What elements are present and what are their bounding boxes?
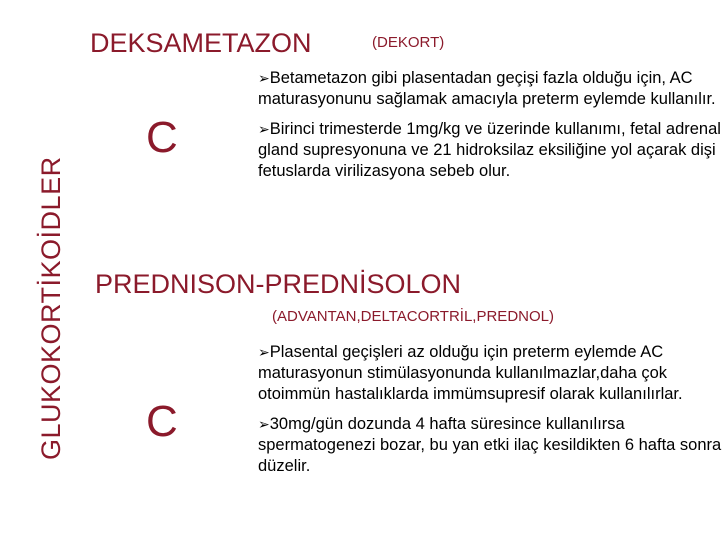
arrow-bullet-icon: ➢ bbox=[258, 416, 270, 432]
bullet-text: Betametazon gibi plasentadan geçişi fazla olduğu için, AC maturasyonunu sağlamak amacıyla preterm eylemde kullanılır. bbox=[258, 69, 716, 108]
arrow-bullet-icon: ➢ bbox=[258, 344, 270, 360]
side-title: GLUKOKORTİKOİDLER bbox=[36, 156, 66, 460]
bullet-item bbox=[258, 414, 726, 477]
arrow-bullet-icon: ➢ bbox=[258, 121, 270, 137]
bullet-item bbox=[258, 342, 726, 405]
bullet-text: 30mg/gün dozunda 4 hafta süresince kullanılırsa spermatogenezi bozar, bu yan etki ilaç kesildikten 6 hafta sonra düzelir. bbox=[258, 415, 722, 475]
bullet-text: Birinci trimesterde 1mg/kg ve üzerinde kullanımı, fetal adrenal gland supresyonuna ve 21 hidroksilaz eksiliğine yol açarak dişi fetuslarda virilizasyona sebeb olur. bbox=[258, 120, 721, 180]
bullet-list-prednison bbox=[258, 342, 726, 486]
bullet-item bbox=[258, 119, 726, 182]
bullet-text: Plasental geçişleri az olduğu için preterm eylemde AC maturasyonun stimülasyonunda kullanılmazlar,daha çok otoimmün hastalıklarda immümsupresif olarak kullanılırlar. bbox=[258, 343, 683, 403]
bullet-list-deksametazon bbox=[258, 68, 726, 191]
bullet-item bbox=[258, 68, 726, 110]
drug-brand-deksametazon: (DEKORT) bbox=[372, 34, 445, 51]
drug-title-deksametazon: DEKSAMETAZON bbox=[90, 28, 312, 58]
pregnancy-category-deksametazon: C bbox=[146, 113, 178, 162]
pregnancy-category-prednison: C bbox=[146, 397, 178, 446]
drug-brand-prednison: (ADVANTAN,DELTACORTRİL,PREDNOL) bbox=[272, 308, 554, 325]
arrow-bullet-icon: ➢ bbox=[258, 70, 270, 86]
drug-title-prednison: PREDNISON-PREDNİSOLON bbox=[95, 269, 462, 299]
